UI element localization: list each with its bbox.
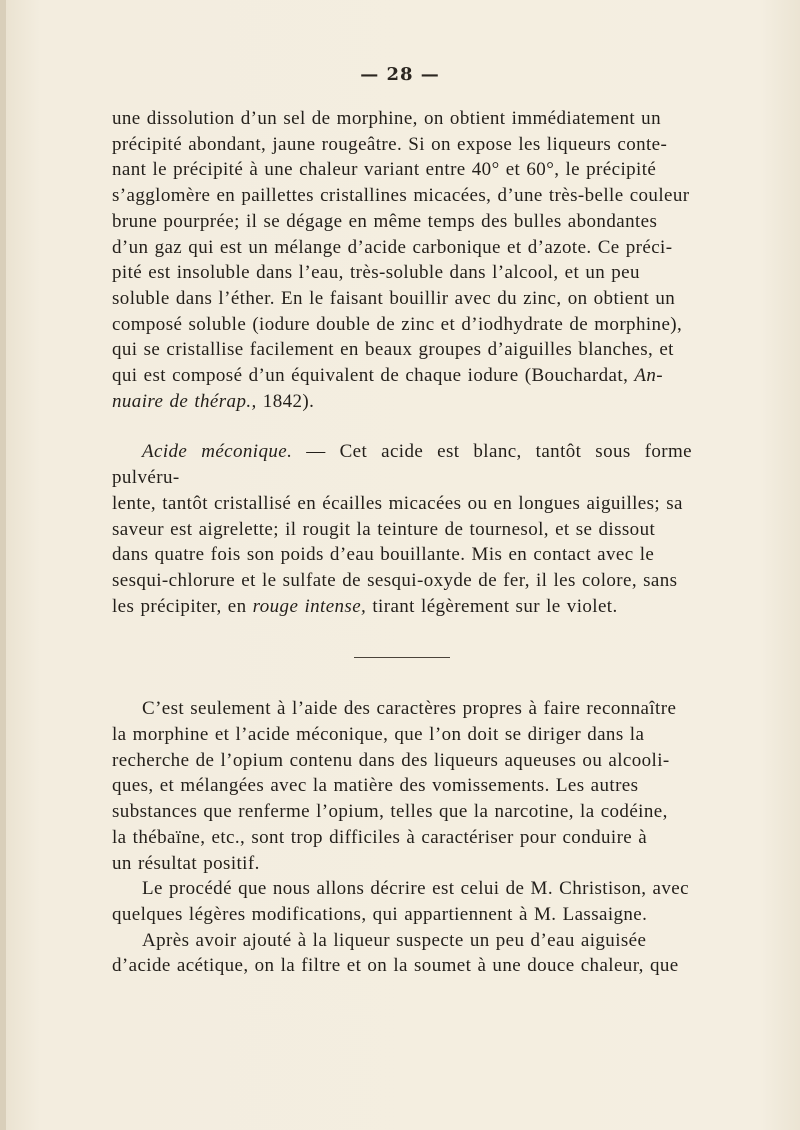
paragraph-christison-method bbox=[112, 876, 692, 927]
text-line: d’un gaz qui est un mélange d’acide carbonique et d’azote. Ce préci- bbox=[112, 236, 673, 258]
text-line: précipité abondant, jaune rougeâtre. Si on expose les liqueurs conte- bbox=[112, 133, 668, 155]
paragraph-morphine-iodine bbox=[112, 106, 692, 414]
section-heading-italic: Acide méconique. bbox=[142, 441, 293, 463]
text-line: recherche de l’opium contenu dans des liqueurs aqueuses ou alcooli- bbox=[112, 749, 670, 771]
text-line: qui se cristallise facilement en beaux groupes d’aiguilles blanches, et bbox=[112, 339, 674, 361]
paragraph-procedure bbox=[112, 928, 692, 979]
page-body bbox=[112, 106, 692, 979]
text-line bbox=[112, 363, 692, 389]
text-line bbox=[112, 594, 692, 620]
text-line: pité est insoluble dans l’eau, très-soluble dans l’alcool, et un peu bbox=[112, 262, 640, 284]
text-line: quelques légères modifications, qui appartiennent à M. Lassaigne. bbox=[112, 903, 648, 925]
paragraph-opium-detection bbox=[112, 696, 692, 876]
text-line: nant le précipité à une chaleur variant entre 40° et 60°, le précipité bbox=[112, 159, 657, 181]
citation-italic: An- bbox=[634, 365, 664, 387]
text-line: une dissolution d’un sel de morphine, on obtient immédiatement un bbox=[112, 108, 661, 129]
text-segment: 1842). bbox=[256, 390, 315, 412]
text-line: composé soluble (iodure double de zinc et d’iodhydrate de morphine), bbox=[112, 313, 683, 335]
text-line: C’est seulement à l’aide des caractères propres à faire reconnaître bbox=[142, 698, 677, 720]
text-line: la morphine et l’acide méconique, que l’on doit se diriger dans la bbox=[112, 724, 645, 746]
text-line: ques, et mélangées avec la matière des vomissements. Les autres bbox=[112, 775, 639, 797]
text-line bbox=[112, 389, 692, 415]
text-line: substances que renferme l’opium, telles que la narcotine, la codéine, bbox=[112, 801, 668, 823]
page-number-header: — 28 — bbox=[360, 64, 440, 85]
page-binding-edge bbox=[0, 0, 6, 1130]
text-line: sesqui-chlorure et le sulfate de sesqui-oxyde de fer, il les colore, sans bbox=[112, 569, 678, 591]
text-line: s’agglomère en paillettes cristallines micacées, d’une très-belle couleur bbox=[112, 185, 690, 207]
text-segment: — Cet acide est blanc, tantôt sous forme pulvéru- bbox=[112, 441, 692, 489]
text-line: brune pourprée; il se dégage en même temps des bulles abondantes bbox=[112, 210, 658, 232]
text-line bbox=[112, 439, 692, 490]
text-line: saveur est aigrelette; il rougit la teinture de tournesol, et se dissout bbox=[112, 518, 656, 540]
emphasis-italic: rouge intense, bbox=[252, 595, 367, 617]
text-line: la thébaïne, etc., sont trop difficiles à caractériser pour conduire à bbox=[112, 826, 648, 848]
text-line: lente, tantôt cristallisé en écailles micacées ou en longues aiguilles; sa bbox=[112, 492, 683, 514]
text-segment: les précipiter, en bbox=[112, 595, 253, 617]
text-line: Après avoir ajouté à la liqueur suspecte un peu d’eau aiguisée bbox=[142, 929, 647, 951]
text-segment: tirant légèrement sur le violet. bbox=[366, 595, 618, 617]
citation-italic: nuaire de thérap., bbox=[112, 390, 257, 412]
text-line: soluble dans l’éther. En le faisant bouillir avec du zinc, on obtient un bbox=[112, 287, 676, 309]
text-line: Le procédé que nous allons décrire est celui de M. Christison, avec bbox=[142, 878, 689, 900]
text-line: un résultat positif. bbox=[112, 852, 260, 874]
paragraph-meconic-acid bbox=[112, 439, 692, 619]
text-line: d’acide acétique, on la filtre et on la soumet à une douce chaleur, que bbox=[112, 955, 679, 977]
text-line: dans quatre fois son poids d’eau bouillante. Mis en contact avec le bbox=[112, 544, 655, 566]
text-segment: qui est composé d’un équivalent de chaque iodure (Bouchardat, bbox=[112, 365, 635, 387]
